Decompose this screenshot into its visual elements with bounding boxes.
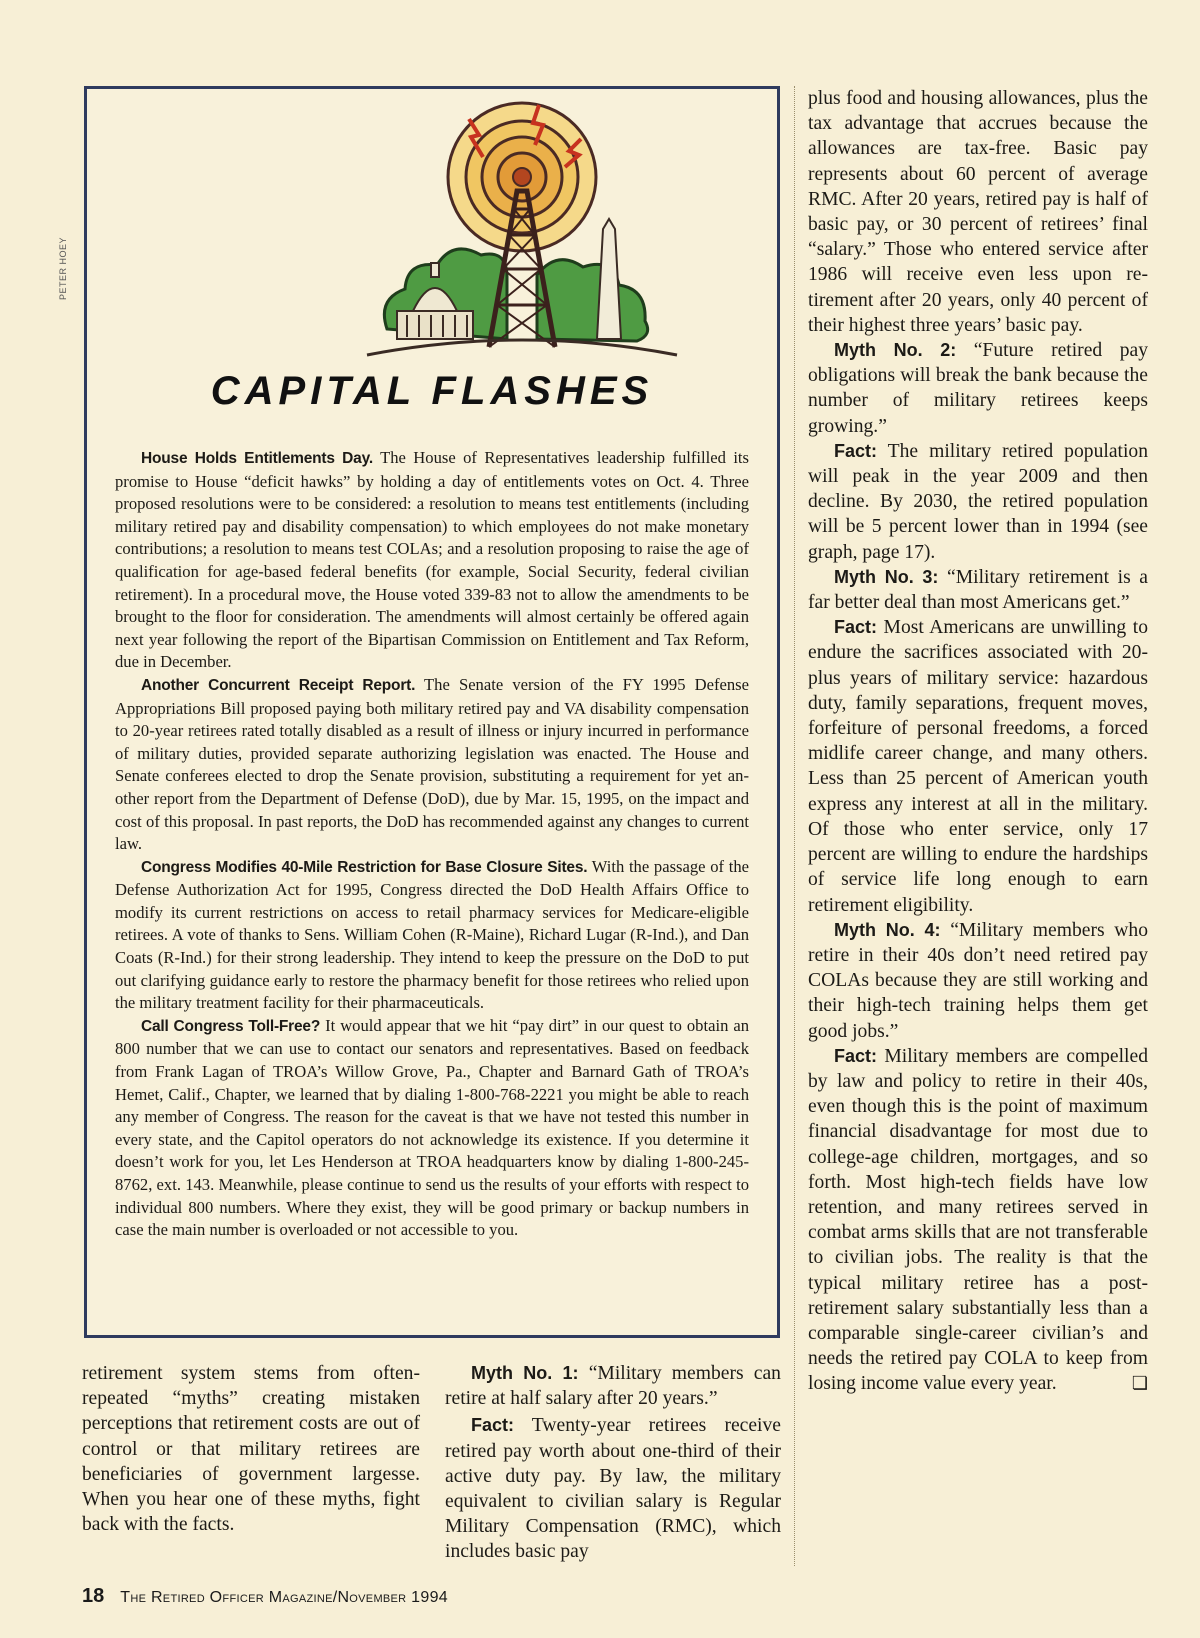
myth-text: “Military members can retire at half salary after 20 years.” bbox=[445, 1363, 781, 1410]
page-footer bbox=[82, 1585, 448, 1608]
sidebar-item-text: The House of Representatives leadership fulfilled its promise to House “deficit hawks” by holding a day of entitlements votes on Oct. 4. Three proposed resolutions were to be considered: a resolution to means test entitlements (including military retired pay and disability compensation) to which employees do not make monetary contributions; a resolution to means test COLAs; and a resolution proposing to raise the age of qualification for age-based federal benefits (for example, Social Security, federal civilian retirement). In a procedural move, the House voted 339-83 not to allow the amendments to be brought to the floor for consideration. The amendments will almost certainly be offered again next year following the report of the Bipartisan Commission on Entitlement and Tax Reform, due in December. bbox=[115, 448, 749, 672]
page-number: 18 bbox=[82, 1585, 105, 1607]
fact-label: Fact: bbox=[471, 1415, 515, 1436]
myth-label: Myth No. 4: bbox=[834, 919, 941, 940]
myth-1 bbox=[445, 1361, 781, 1411]
fact-text: Most Americans are unwilling to endure the sacrifices associated with 20-plus years of military service: hazardous duty, family separations, frequent moves, forfeiture of personal freedoms, a forced midlife career change, and many others. Less than 25 percent of American youth express any interest at all in the military. Of those who enter service, only 17 percent are willing to endure the hardships of service life long enough to earn retirement eligibility. bbox=[808, 617, 1148, 916]
sidebar-title: CAPITAL FLASHES bbox=[210, 369, 654, 413]
sidebar-item bbox=[115, 674, 749, 856]
sidebar-item-heading: Call Congress Toll-Free? bbox=[141, 1017, 321, 1035]
fact-label: Fact: bbox=[834, 440, 878, 461]
capitol-radio-tower-illustration bbox=[357, 99, 687, 369]
myth-text: “Future retired pay obligations will break the bank because the number of military retirees keeps growing.” bbox=[808, 340, 1148, 437]
fact-label: Fact: bbox=[834, 617, 878, 638]
sidebar-item-text: With the passage of the Defense Authorization Act for 1995, Congress directed the DoD Health Affairs Office to modify its current restrictions on access to retail pharmacy services for Medicare-eligible retirees. A vote of thanks to Sens. William Cohen (R-Maine), Richard Lugar (R-Ind.), and Dan Coats (R-Ind.) for their strong leadership. They intend to keep the pressure on the DoD to put out clarifying guidance early to restore the pharmacy benefit for those retirees who relied upon the military treatment facility for their pharmaceuticals. bbox=[115, 856, 749, 1013]
sidebar-body bbox=[115, 447, 749, 1242]
sidebar-item-text: The Senate version of the FY 1995 Defense Appropriations Bill proposed paying both military retired pay and VA disability compensation to 20-year retirees rated totally disabled as a result of illness or injury incurred in performance of military duties, provided separate authorizing legislation was enacted. The House and Senate conferees elected to drop the Senate provision, substituting a requirement for yet another report from the Department of Defense (DoD), due by Mar. 15, 1995, on the impact and cost of this proposal. In past reports, the DoD has recommended against any changes to current law. bbox=[115, 674, 749, 854]
article-column-1 bbox=[82, 1361, 420, 1537]
sidebar-item-heading: Another Concurrent Receipt Report. bbox=[141, 676, 416, 694]
fact-3 bbox=[808, 615, 1148, 917]
photo-credit: PETER HOEY bbox=[58, 236, 68, 300]
magazine-masthead: The Retired Officer Magazine/November 1994 bbox=[120, 1589, 448, 1606]
sidebar-item-heading: Congress Modifies 40-Mile Restriction for Base Closure Sites. bbox=[141, 858, 588, 876]
fact-text: Military members are compelled by law and policy to retire in their 40s, even though this is the point of maximum financial disadvantage for most due to college-age children, mortgages, and so forth. Most high-tech fields have low retention, and many retirees served in combat arms skills that are not transferable to civilian jobs. The reality is that the typical military retiree has a post-retirement salary substantially less than a comparable single-career civilian’s and needs the retired pay COLA to keep from losing income value every year. bbox=[808, 1045, 1148, 1395]
sidebar-item bbox=[115, 1015, 749, 1242]
myth-4 bbox=[808, 918, 1148, 1044]
end-of-article-icon: ❏ bbox=[1131, 1373, 1148, 1395]
myth-3 bbox=[808, 565, 1148, 615]
fact-2 bbox=[808, 439, 1148, 565]
myth-text: “Military members who retire in their 40s don’t need retired pay COLAs because they are still working and their high-tech training helps them get good jobs.” bbox=[808, 919, 1149, 1042]
article-paragraph: plus food and housing allowances, plus the tax advantage that accrues because the allowances are tax-free. Basic pay represents about 60 percent of average RMC. After 20 years, retired pay is half of basic pay, or 30 percent of retirees’ final “salary.” Those who entered service after 1986 will receive even less upon retirement after 20 years, only 40 percent of their highest three years’ basic pay. bbox=[808, 88, 1148, 336]
myth-label: Myth No. 2: bbox=[834, 340, 957, 361]
article-column-3 bbox=[808, 86, 1148, 1397]
capital-flashes-sidebar bbox=[84, 86, 780, 1338]
fact-4 bbox=[808, 1044, 1148, 1397]
sidebar-item-heading: House Holds Entitlements Day. bbox=[141, 450, 373, 467]
sidebar-item bbox=[115, 447, 749, 674]
myth-text: “Military retirement is a far better deal than most Americans get.” bbox=[808, 566, 1148, 614]
sidebar-item-text: It would appear that we hit “pay dirt” in our quest to obtain an 800 number that we can use to contact our senators and representatives. Based on feedback from Frank Lagan of TROA’s Willow Grove, Pa., Chapter and Barnard Gath of TROA’s Hemet, Calif., Chapter, we learned that by dialing 1-800-768-2221 you might be able to reach any member of Congress. The reason for the caveat is that we have not tested this number in every state, and the Capitol operators do not acknowledge its existence. If you determine it doesn’t work for you, let Les Henderson at TROA headquarters know by dialing 1-800-245-8762, ext. 143. Meanwhile, please continue to send us the results of your efforts with respect to individual 800 numbers. Where they exist, they will be good primary or backup numbers in case the main number is overloaded or not accessible to you. bbox=[115, 1015, 749, 1240]
myth-label: Myth No. 3: bbox=[834, 566, 939, 587]
fact-1 bbox=[445, 1413, 781, 1564]
column-divider bbox=[794, 86, 795, 1566]
myth-2 bbox=[808, 338, 1148, 439]
sidebar-item bbox=[115, 856, 749, 1015]
myth-label: Myth No. 1: bbox=[471, 1363, 579, 1383]
fact-text: Twenty-year retirees receive retired pay worth about one-third of their active duty pay. By law, the military equivalent to civilian salary is Regular Military Compensation (RMC), which includes basic pay bbox=[445, 1415, 781, 1563]
article-paragraph: retirement system stems from often-repeated “myths” creating mistaken perceptions that retirement costs are out of control or that military retirees are beneficiaries of government largesse. When you hear one of these myths, fight back with the facts. bbox=[82, 1363, 420, 1536]
fact-text: The military retired population will peak in the year 2009 and then decline. By 2030, the retired population will be 5 percent lower than in 1994 (see graph, page 17). bbox=[808, 440, 1148, 563]
fact-label: Fact: bbox=[834, 1045, 878, 1066]
article-column-2 bbox=[445, 1361, 781, 1565]
